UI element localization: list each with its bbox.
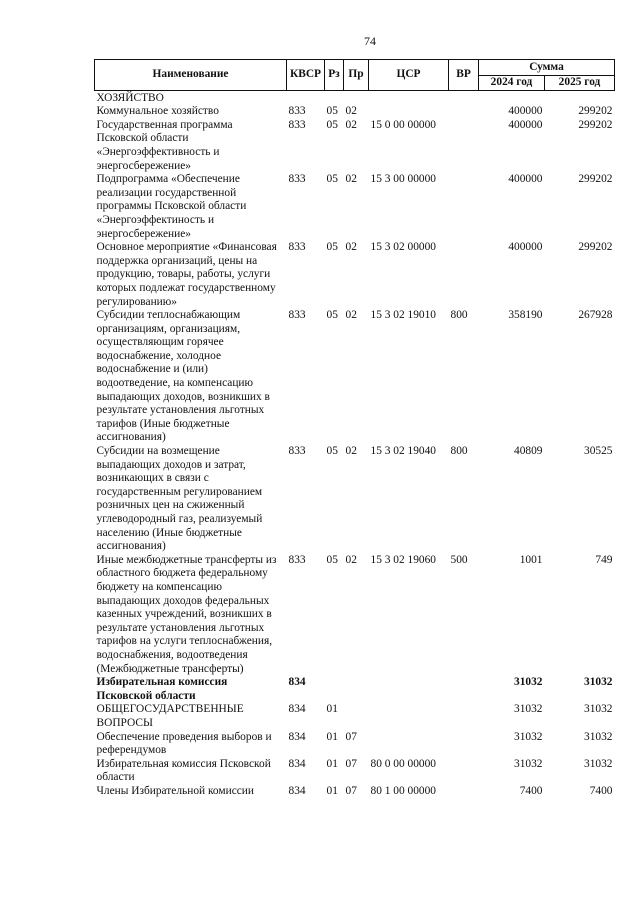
table-row (95, 703, 615, 730)
cell-sum-2024: 400000 (508, 241, 543, 254)
cell-sum-2024: 31032 (514, 703, 543, 716)
table-row (95, 758, 615, 785)
table-row (95, 173, 615, 241)
cell-vr (449, 731, 479, 758)
cell-sum-2025 (545, 90, 615, 105)
cell-name: Субсидии теплоснабжающим организациям, организациям, осуществляющим горячее водоснабжение, холодное водоснабжение и (или) водоотведение, на компенсацию выпадающих доходов, возникших в результате установления льготных тарифов (Иные бюджетные ассигнования) (96, 309, 270, 444)
cell-pr: 02 (345, 105, 357, 118)
cell-name: ХОЗЯЙСТВО (96, 91, 164, 104)
cell-sum-2025: 299202 (578, 241, 613, 254)
header-csr: ЦСР (369, 60, 449, 91)
cell-pr: 07 (345, 730, 357, 743)
cell-sum-2024: 400000 (508, 173, 543, 186)
cell-sum-2024: 40809 (514, 445, 543, 458)
cell-csr (369, 676, 449, 703)
header-kvsr: КВСР (287, 60, 325, 91)
cell-csr: 15 3 02 19010 (370, 309, 436, 322)
cell-kvsr: 833 (288, 118, 306, 131)
cell-sum-2024: 400000 (508, 105, 543, 118)
cell-pr: 02 (345, 553, 357, 566)
cell-sum-2025: 299202 (578, 118, 613, 131)
cell-sum-2024: 31032 (514, 730, 543, 743)
budget-table (94, 59, 615, 798)
cell-name: Избирательная комиссия Псковской области (96, 757, 271, 784)
cell-vr (449, 90, 479, 105)
cell-rz: 05 (326, 118, 338, 131)
cell-name: ОБЩЕГОСУДАРСТВЕННЫЕ ВОПРОСЫ (96, 703, 244, 729)
cell-kvsr: 834 (288, 784, 306, 797)
cell-csr (369, 90, 449, 105)
cell-kvsr: 833 (288, 173, 306, 186)
cell-sum-2025: 31032 (584, 730, 613, 743)
cell-sum-2024: 400000 (508, 118, 543, 131)
cell-sum-2025: 30525 (584, 445, 613, 458)
cell-rz: 05 (326, 553, 338, 566)
cell-vr: 500 (450, 553, 468, 566)
cell-sum-2025: 267928 (578, 309, 613, 322)
cell-csr (369, 703, 449, 730)
table-row (95, 676, 615, 703)
budget-table-container (94, 59, 614, 798)
cell-rz (325, 90, 344, 105)
cell-sum-2024: 31032 (514, 676, 543, 689)
cell-csr (369, 105, 449, 119)
cell-kvsr: 834 (288, 730, 306, 743)
table-row (95, 105, 615, 119)
table-row (95, 554, 615, 676)
cell-rz: 05 (326, 309, 338, 322)
cell-sum-2025: 31032 (584, 703, 613, 716)
cell-kvsr: 833 (288, 309, 306, 322)
cell-vr (449, 241, 479, 309)
cell-name: Государственная программа Псковской области «Энергоэффективность и энергосбережение» (96, 118, 233, 172)
cell-kvsr: 833 (288, 553, 306, 566)
table-row (95, 309, 615, 445)
cell-pr: 02 (345, 309, 357, 322)
cell-sum-2025: 749 (595, 553, 613, 566)
header-vr: ВР (449, 60, 479, 91)
cell-csr (369, 731, 449, 758)
cell-name: Обеспечение проведения выборов и референдумов (96, 730, 272, 757)
table-row (95, 785, 615, 799)
cell-vr (449, 119, 479, 173)
cell-name: Иные межбюджетные трансферты из областного бюджета федеральному бюджету на компенсацию выпадающих доходов федеральных казенных учреждений, возникших в результате установления льготных тарифов на услуги теплоснабжения, водоснабжения, водоотведения (Межбюджетные трансферты) (96, 553, 277, 675)
cell-csr: 15 3 00 00000 (370, 173, 436, 186)
cell-rz: 01 (326, 730, 338, 743)
table-row (95, 119, 615, 173)
cell-rz: 01 (326, 784, 338, 797)
cell-name: Субсидии на возмещение выпадающих доходов и затрат, возникающих в связи с государственным регулированием розничных цен на сжиженный углеводородный газ, реализуемый населению (Иные бюджетные ассигнования) (96, 445, 263, 553)
cell-rz: 01 (326, 757, 338, 770)
cell-kvsr (287, 90, 325, 105)
cell-rz: 05 (326, 105, 338, 118)
cell-vr (449, 676, 479, 703)
cell-pr (344, 676, 369, 703)
cell-csr: 15 0 00 00000 (370, 118, 436, 131)
cell-kvsr: 834 (288, 757, 306, 770)
cell-kvsr: 834 (288, 703, 306, 716)
cell-kvsr: 833 (288, 241, 306, 254)
table-row (95, 90, 615, 105)
cell-sum-2025: 31032 (584, 757, 613, 770)
cell-csr: 80 1 00 00000 (370, 784, 436, 797)
cell-pr: 02 (345, 173, 357, 186)
cell-name: Основное мероприятие «Финансовая поддержка организаций, цены на продукцию, товары, работы, услуги которых подлежат государственному регулированию» (96, 241, 277, 308)
cell-vr (449, 703, 479, 730)
cell-pr: 02 (345, 118, 357, 131)
cell-sum-2025: 7400 (589, 784, 613, 797)
cell-vr: 800 (450, 309, 468, 322)
cell-pr: 07 (345, 757, 357, 770)
cell-sum-2024: 7400 (519, 784, 543, 797)
cell-vr (449, 173, 479, 241)
cell-pr: 02 (345, 241, 357, 254)
cell-sum-2024: 31032 (514, 757, 543, 770)
header-sum: Сумма (479, 60, 615, 76)
table-row (95, 241, 615, 309)
cell-name: Коммунальное хозяйство (96, 105, 219, 118)
cell-name: Подпрограмма «Обеспечение реализации государственной программы Псковской области «Энергоэффектиность и энергосбережение» (96, 173, 247, 240)
cell-csr: 15 3 02 19040 (370, 445, 436, 458)
cell-sum-2024: 358190 (508, 309, 543, 322)
cell-rz: 05 (326, 173, 338, 186)
header-name: Наименование (95, 60, 287, 91)
cell-csr: 80 0 00 00000 (370, 757, 436, 770)
cell-kvsr: 833 (288, 445, 306, 458)
table-header (95, 60, 615, 91)
cell-name: Избирательная комиссия Псковской области (96, 676, 228, 702)
table-body (95, 90, 615, 798)
cell-pr: 02 (345, 445, 357, 458)
table-row (95, 731, 615, 758)
cell-pr (344, 90, 369, 105)
cell-rz: 01 (326, 703, 338, 716)
table-row (95, 445, 615, 554)
header-year-2025: 2025 год (545, 76, 615, 91)
cell-vr (449, 105, 479, 119)
cell-sum-2024 (479, 90, 545, 105)
cell-sum-2025: 31032 (584, 676, 613, 689)
cell-csr: 15 3 02 19060 (370, 553, 436, 566)
cell-kvsr: 833 (288, 105, 306, 118)
cell-csr: 15 3 02 00000 (370, 241, 436, 254)
cell-kvsr: 834 (288, 676, 306, 689)
cell-pr (344, 703, 369, 730)
header-rz: Рз (325, 60, 344, 91)
cell-rz: 05 (326, 445, 338, 458)
cell-vr: 800 (450, 445, 468, 458)
page-number: 74 (364, 34, 376, 48)
cell-sum-2025: 299202 (578, 173, 613, 186)
cell-rz: 05 (326, 241, 338, 254)
cell-name: Члены Избирательной комиссии (96, 784, 254, 797)
cell-sum-2025: 299202 (578, 105, 613, 118)
header-pr: Пр (344, 60, 369, 91)
cell-vr (449, 758, 479, 785)
header-year-2024: 2024 год (479, 76, 545, 91)
cell-pr: 07 (345, 784, 357, 797)
cell-sum-2024: 1001 (519, 553, 543, 566)
cell-rz (325, 676, 344, 703)
cell-vr (449, 785, 479, 799)
